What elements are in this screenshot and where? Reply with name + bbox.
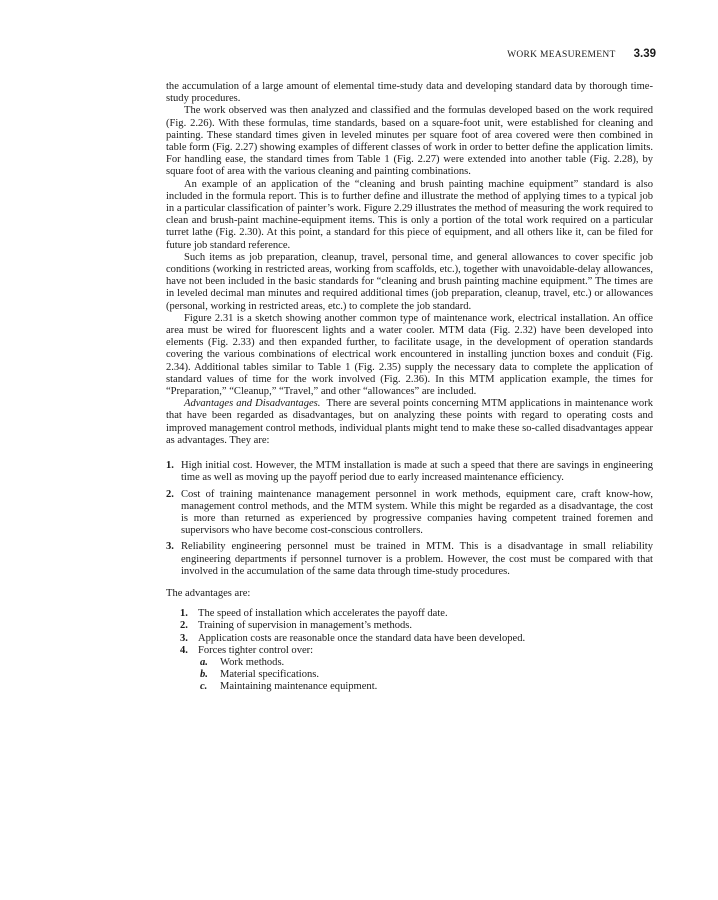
sub-item-text: Maintaining maintenance equipment. xyxy=(220,681,378,693)
running-title: WORK MEASUREMENT xyxy=(507,50,616,60)
page-number: 3.39 xyxy=(633,48,656,60)
item-text: Cost of training maintenance management personnel in work methods, equipment care, craft know-how, management control methods, and the MTM system. While this might be regarded as a disadvantage, the cost is more than returned as experienced by progressive companies having competent trained foremen and supervisors who have become cost-conscious controllers. xyxy=(181,488,653,537)
item-number: 2. xyxy=(166,488,174,500)
list-item xyxy=(166,489,653,538)
item-text: The speed of installation which accelerates the payoff date. xyxy=(198,608,448,620)
paragraph: An example of an application of the “cleaning and brush painting machine equipment” standard is also included in the formula report. This is to further define and illustrate the method of applying times to a typical job in a particular classification of painter’s work. Figure 2.29 illustrates the method of measuring the work required to clean and brush-paint machine-equipment items. This is only a portion of the total work required on a particular turret lathe (Fig. 2.30). At this point, a standard for this piece of equipment, and all others like it, can be filed for future job standard reference. xyxy=(166,178,653,251)
item-text: High initial cost. However, the MTM installation is made at such a speed that there are savings in engineering time as well as moving up the payoff period due to early increased maintenance efficiency. xyxy=(181,460,653,484)
list-item xyxy=(180,620,653,632)
sub-list xyxy=(198,657,653,694)
item-number: 4. xyxy=(180,644,188,656)
paragraph: the accumulation of a large amount of elemental time-study data and developing standard data by thorough time-study procedures. xyxy=(166,81,653,105)
section-intro: There are several points concerning MTM applications in maintenance work that have been regarded as disadvantages, but on analyzing these points with regard to operating costs and improved management control methods, individual plants might tend to make these so-called disadvantages appear as advantages. They are: xyxy=(166,398,653,446)
item-number: 3. xyxy=(166,541,174,553)
sub-item-letter: b. xyxy=(200,669,208,681)
list-item xyxy=(166,460,653,484)
paragraph: Such items as job preparation, cleanup, travel, personal time, and general allowances to cover specific job conditions (working in restricted areas, working from scaffolds, etc.), together with unavoidable-delay allowances, have not been included in the basic standards for “cleaning and brush painting machine equipment.” The times are in leveled decimal man minutes and required additional times (job preparation, cleanup, travel, etc.) or allowances (personal, working in restricted areas, etc.) to complete the job standard. xyxy=(166,251,653,312)
item-text: Reliability engineering personnel must be trained in MTM. This is a disadvantage in small reliability engineering departments if personnel turnover is a problem. However, the cost must be compared with that involved in the accumulation of the same data through time-study procedures. xyxy=(181,541,653,577)
item-number: 1. xyxy=(166,460,174,472)
sub-item-text: Work methods. xyxy=(220,656,285,668)
item-text: Forces tighter control over: xyxy=(198,644,314,656)
sub-list-item xyxy=(200,657,653,669)
item-text: Training of supervision in management’s methods. xyxy=(198,620,413,632)
body-text xyxy=(166,81,653,694)
advantages-disadvantages-paragraph xyxy=(166,398,653,447)
sub-list-item xyxy=(200,669,653,681)
sub-item-letter: a. xyxy=(200,656,208,668)
list-item xyxy=(180,608,653,620)
sub-list-item xyxy=(200,681,653,693)
paragraph: The work observed was then analyzed and classified and the formulas developed based on the work required (Fig. 2.26). With these formulas, time standards, based on a square-foot unit, were established for cleaning and painting. These standard times given in leveled minutes per square foot of area covered were then combined in table form (Fig. 2.27) showing examples of different classes of work in order to better define the application limits. For handling ease, the standard times from Table 1 (Fig. 2.27) were extended into another table (Fig. 2.28), by square foot of area with the various cleaning and painting combinations. xyxy=(166,105,653,178)
sub-item-text: Material specifications. xyxy=(220,669,319,681)
item-text: Application costs are reasonable once the standard data have been developed. xyxy=(198,632,526,644)
item-number: 1. xyxy=(180,608,188,620)
list-item xyxy=(180,633,653,645)
list-item xyxy=(180,645,653,694)
running-header xyxy=(507,48,656,60)
advantages-lead: The advantages are: xyxy=(166,587,251,599)
item-number: 3. xyxy=(180,632,188,644)
sub-item-letter: c. xyxy=(200,681,208,693)
item-number: 2. xyxy=(180,620,188,632)
advantages-list xyxy=(166,608,653,693)
list-item xyxy=(166,541,653,578)
section-run-in-heading: Advantages and Disadvantages. xyxy=(184,398,321,410)
disadvantages-list xyxy=(166,460,653,578)
paragraph: Figure 2.31 is a sketch showing another common type of maintenance work, electrical installation. An office area must be wired for fluorescent lights and a water cooler. MTM data (Fig. 2.32) have been developed into elements (Fig. 2.33) and then expanded further, to facilitate usage, in the development of operation standards covering the various combinations of electrical work encountered in installing junction boxes and conduit (Fig. 2.34). Additional tables similar to Table 1 (Fig. 2.35) supply the necessary data to complete the application of standard values of time for the work involved (Fig. 2.36). In this MTM application example, the times for “Preparation,” “Cleanup,” “Travel,” and other “allowances” are included. xyxy=(166,312,653,398)
